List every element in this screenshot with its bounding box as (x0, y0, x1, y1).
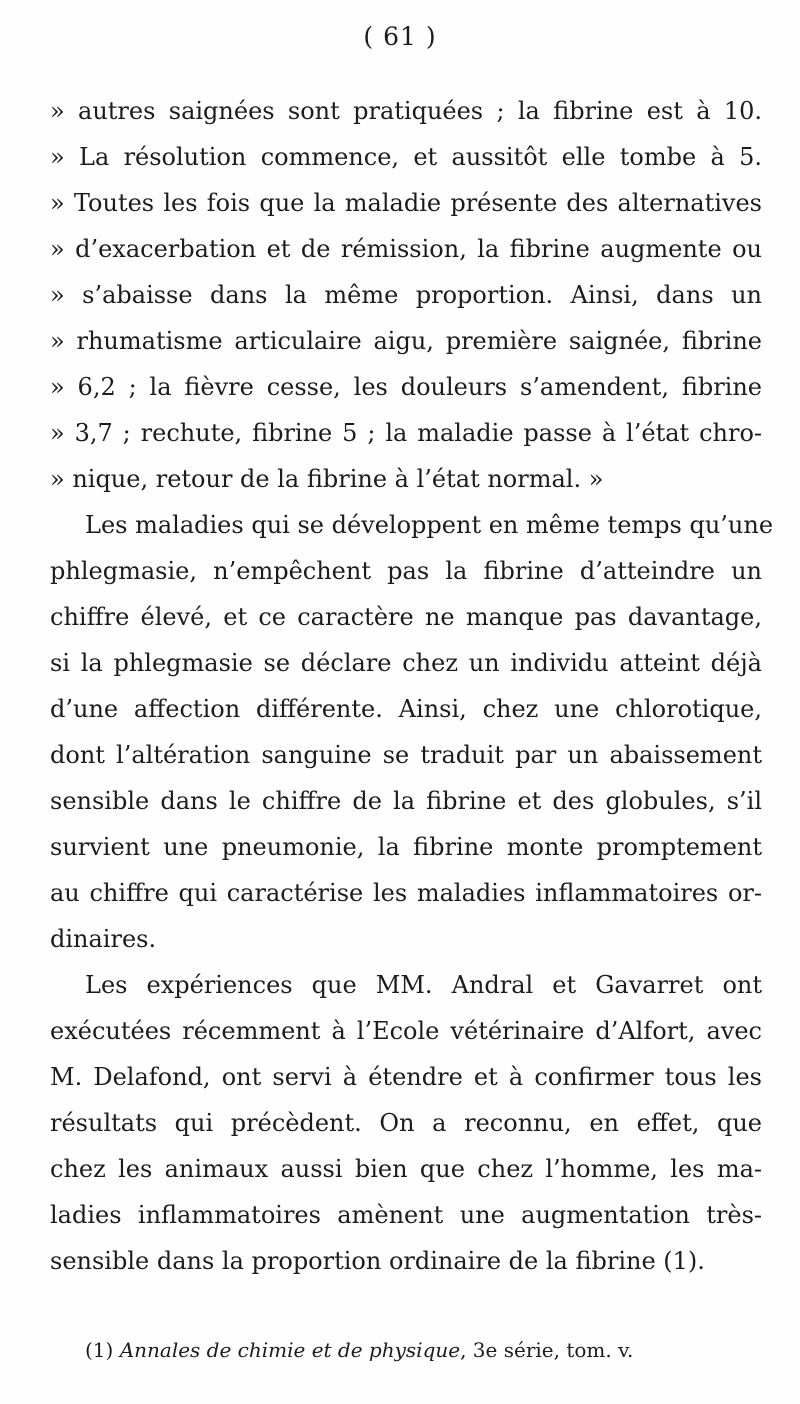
text-line: au chiffre qui caractérise les maladies inflammatoires or- (50, 879, 762, 907)
text-line: » d’exacerbation et de rémission, la fibrine augmente ou (50, 235, 762, 263)
text-line: résultats qui précèdent. On a reconnu, en effet, que (50, 1109, 762, 1137)
text-line: exécutées récemment à l’Ecole vétérinaire d’Alfort, avec (50, 1017, 762, 1045)
footnote-rest: , 3e série, tom. v. (460, 1338, 634, 1362)
text-line: » Toutes les fois que la maladie présente des alternatives (50, 189, 762, 217)
text-line: M. Delafond, ont servi à étendre et à confirmer tous les (50, 1063, 762, 1091)
text-line: chiffre élevé, et ce caractère ne manque pas davantage, (50, 603, 762, 631)
text-line: survient une pneumonie, la fibrine monte promptement (50, 833, 762, 861)
text-line: » nique, retour de la fibrine à l’état normal. » (50, 465, 604, 493)
body-text (50, 88, 774, 1284)
text-line: » autres saignées sont pratiquées ; la fibrine est à 10. (50, 97, 762, 125)
page-number: ( 61 ) (363, 22, 437, 51)
text-line: sensible dans le chiffre de la fibrine et des globules, s’il (50, 787, 762, 815)
paragraph-start-line: Les expériences que MM. Andral et Gavarret ont (85, 971, 762, 999)
paragraph-start-line: Les maladies qui se développent en même temps qu’une (85, 511, 774, 539)
text-line: ladies inflammatoires amènent une augmentation très- (50, 1201, 762, 1229)
text-line: d’une affection différente. Ainsi, chez une chlorotique, (50, 695, 762, 723)
footnote-marker: (1) (85, 1338, 120, 1362)
footnote (85, 1335, 765, 1365)
text-line: dinaires. (50, 925, 157, 953)
text-line: phlegmasie, n’empêchent pas la fibrine d’atteindre un (50, 557, 762, 585)
text-line: dont l’altération sanguine se traduit par un abaissement (50, 741, 762, 769)
text-line: » La résolution commence, et aussitôt elle tombe à 5. (50, 143, 762, 171)
text-line: sensible dans la proportion ordinaire de la fibrine (1). (50, 1247, 705, 1275)
footnote-title: Annales de chimie et de physique (119, 1338, 461, 1362)
text-line: » rhumatisme articulaire aigu, première saignée, fibrine (50, 327, 762, 355)
text-line: » s’abaisse dans la même proportion. Ainsi, dans un (50, 281, 762, 309)
text-line: » 3,7 ; rechute, fibrine 5 ; la maladie passe à l’état chro- (50, 419, 762, 447)
text-line: si la phlegmasie se déclare chez un individu atteint déjà (50, 649, 762, 677)
text-line: » 6,2 ; la fièvre cesse, les douleurs s’amendent, fibrine (50, 373, 762, 401)
text-line: chez les animaux aussi bien que chez l’homme, les ma- (50, 1155, 762, 1183)
